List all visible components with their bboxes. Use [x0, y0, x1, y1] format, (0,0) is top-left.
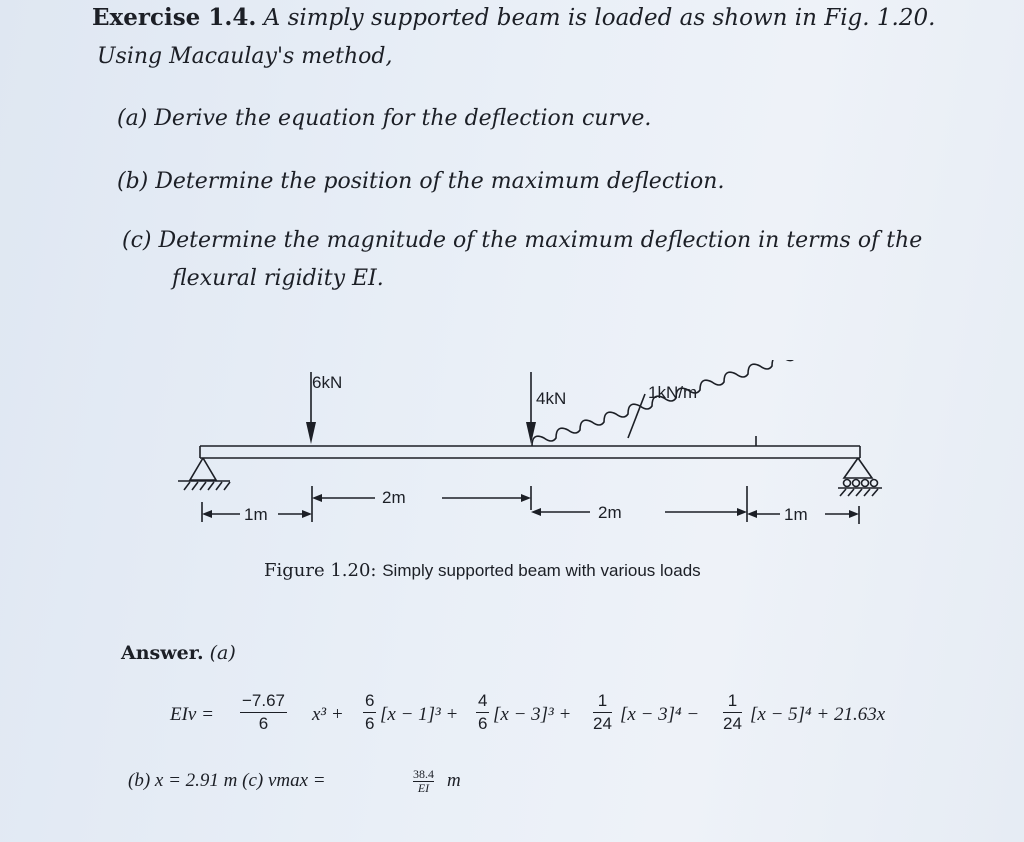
eq-term-1: x³ +	[312, 704, 344, 725]
eq-fraction-2-num: 6	[363, 690, 376, 713]
eq-fraction-4	[593, 690, 612, 735]
load-label-6kn: 6kN	[312, 373, 343, 392]
exercise-label: Exercise 1.4.	[92, 4, 257, 31]
figure-caption-label: Figure 1.20:	[264, 560, 377, 581]
eq-term-5: [x − 5]⁴ + 21.63x	[750, 704, 886, 725]
load-label-4kn: 4kN	[536, 389, 567, 408]
question-item-b	[117, 169, 724, 194]
item-a-text: Derive the equation for the deflection curve.	[154, 106, 652, 131]
dim-label-1m-right: 1m	[784, 505, 808, 524]
eq-term-3: [x − 3]³ +	[493, 704, 572, 725]
eq-fraction-4-den: 24	[593, 714, 612, 733]
item-c-text: Determine the magnitude of the maximum deflection in terms of the	[158, 228, 923, 253]
eq-fraction-4-num: 1	[593, 690, 612, 713]
figure-caption	[264, 560, 701, 581]
dim-label-2m-second: 2m	[598, 503, 622, 522]
dim-label-2m-first: 2m	[382, 488, 406, 507]
question-item-a	[117, 106, 651, 131]
eq-term-2: [x − 1]³ +	[380, 704, 459, 725]
eq-fraction-5	[723, 690, 742, 735]
eq-fraction-5-num: 1	[723, 690, 742, 713]
dim-label-1m-left: 1m	[244, 505, 268, 524]
eq-fraction-5-den: 24	[723, 714, 742, 733]
eq-lhs: EIv =	[170, 704, 214, 725]
load-label-udl: 1kN/m	[648, 383, 698, 402]
pin-support-left	[178, 458, 230, 490]
vmax-unit: m	[447, 770, 461, 791]
item-b-text: Determine the position of the maximum deflection.	[155, 169, 725, 194]
figure-caption-text: Simply supported beam with various loads	[382, 561, 701, 580]
exercise-statement-line1: A simply supported beam is loaded as shown in Fig. 1.20.	[263, 5, 936, 31]
eq-fraction-3	[476, 690, 489, 735]
eq-fraction-3-den: 6	[478, 714, 488, 733]
vmax-numerator: 38.4	[413, 767, 434, 781]
eq-term-4: [x − 3]⁴ −	[620, 704, 700, 725]
item-c-marker: (c)	[122, 228, 152, 253]
vmax-denominator: EI	[417, 781, 430, 795]
answer-heading	[121, 642, 236, 664]
vmax-fraction	[413, 768, 434, 795]
answer-parts-b-c: (b) x = 2.91 m (c) vmax =	[128, 770, 326, 791]
eq-fraction-3-num: 4	[476, 690, 489, 713]
answer-label: Answer.	[121, 642, 204, 664]
eq-fraction-2-den: 6	[365, 714, 375, 733]
beam-figure	[170, 360, 900, 540]
question-item-c	[122, 228, 922, 253]
roller-support-right	[838, 458, 882, 496]
eq-fraction-1-den: 6	[258, 714, 269, 733]
answer-part-a-marker: (a)	[209, 642, 236, 664]
item-c-text-continued: flexural rigidity EI.	[172, 266, 384, 291]
udl-loops	[532, 360, 796, 446]
exercise-heading	[92, 4, 935, 31]
item-b-marker: (b)	[117, 169, 149, 194]
udl-leader-line	[628, 394, 645, 438]
eq-fraction-2	[363, 690, 376, 735]
eq-fraction-1-num: −7.67	[240, 690, 287, 713]
item-a-marker: (a)	[117, 106, 148, 131]
eq-fraction-1	[240, 690, 287, 735]
exercise-statement-line2: Using Macaulay's method,	[97, 44, 393, 69]
